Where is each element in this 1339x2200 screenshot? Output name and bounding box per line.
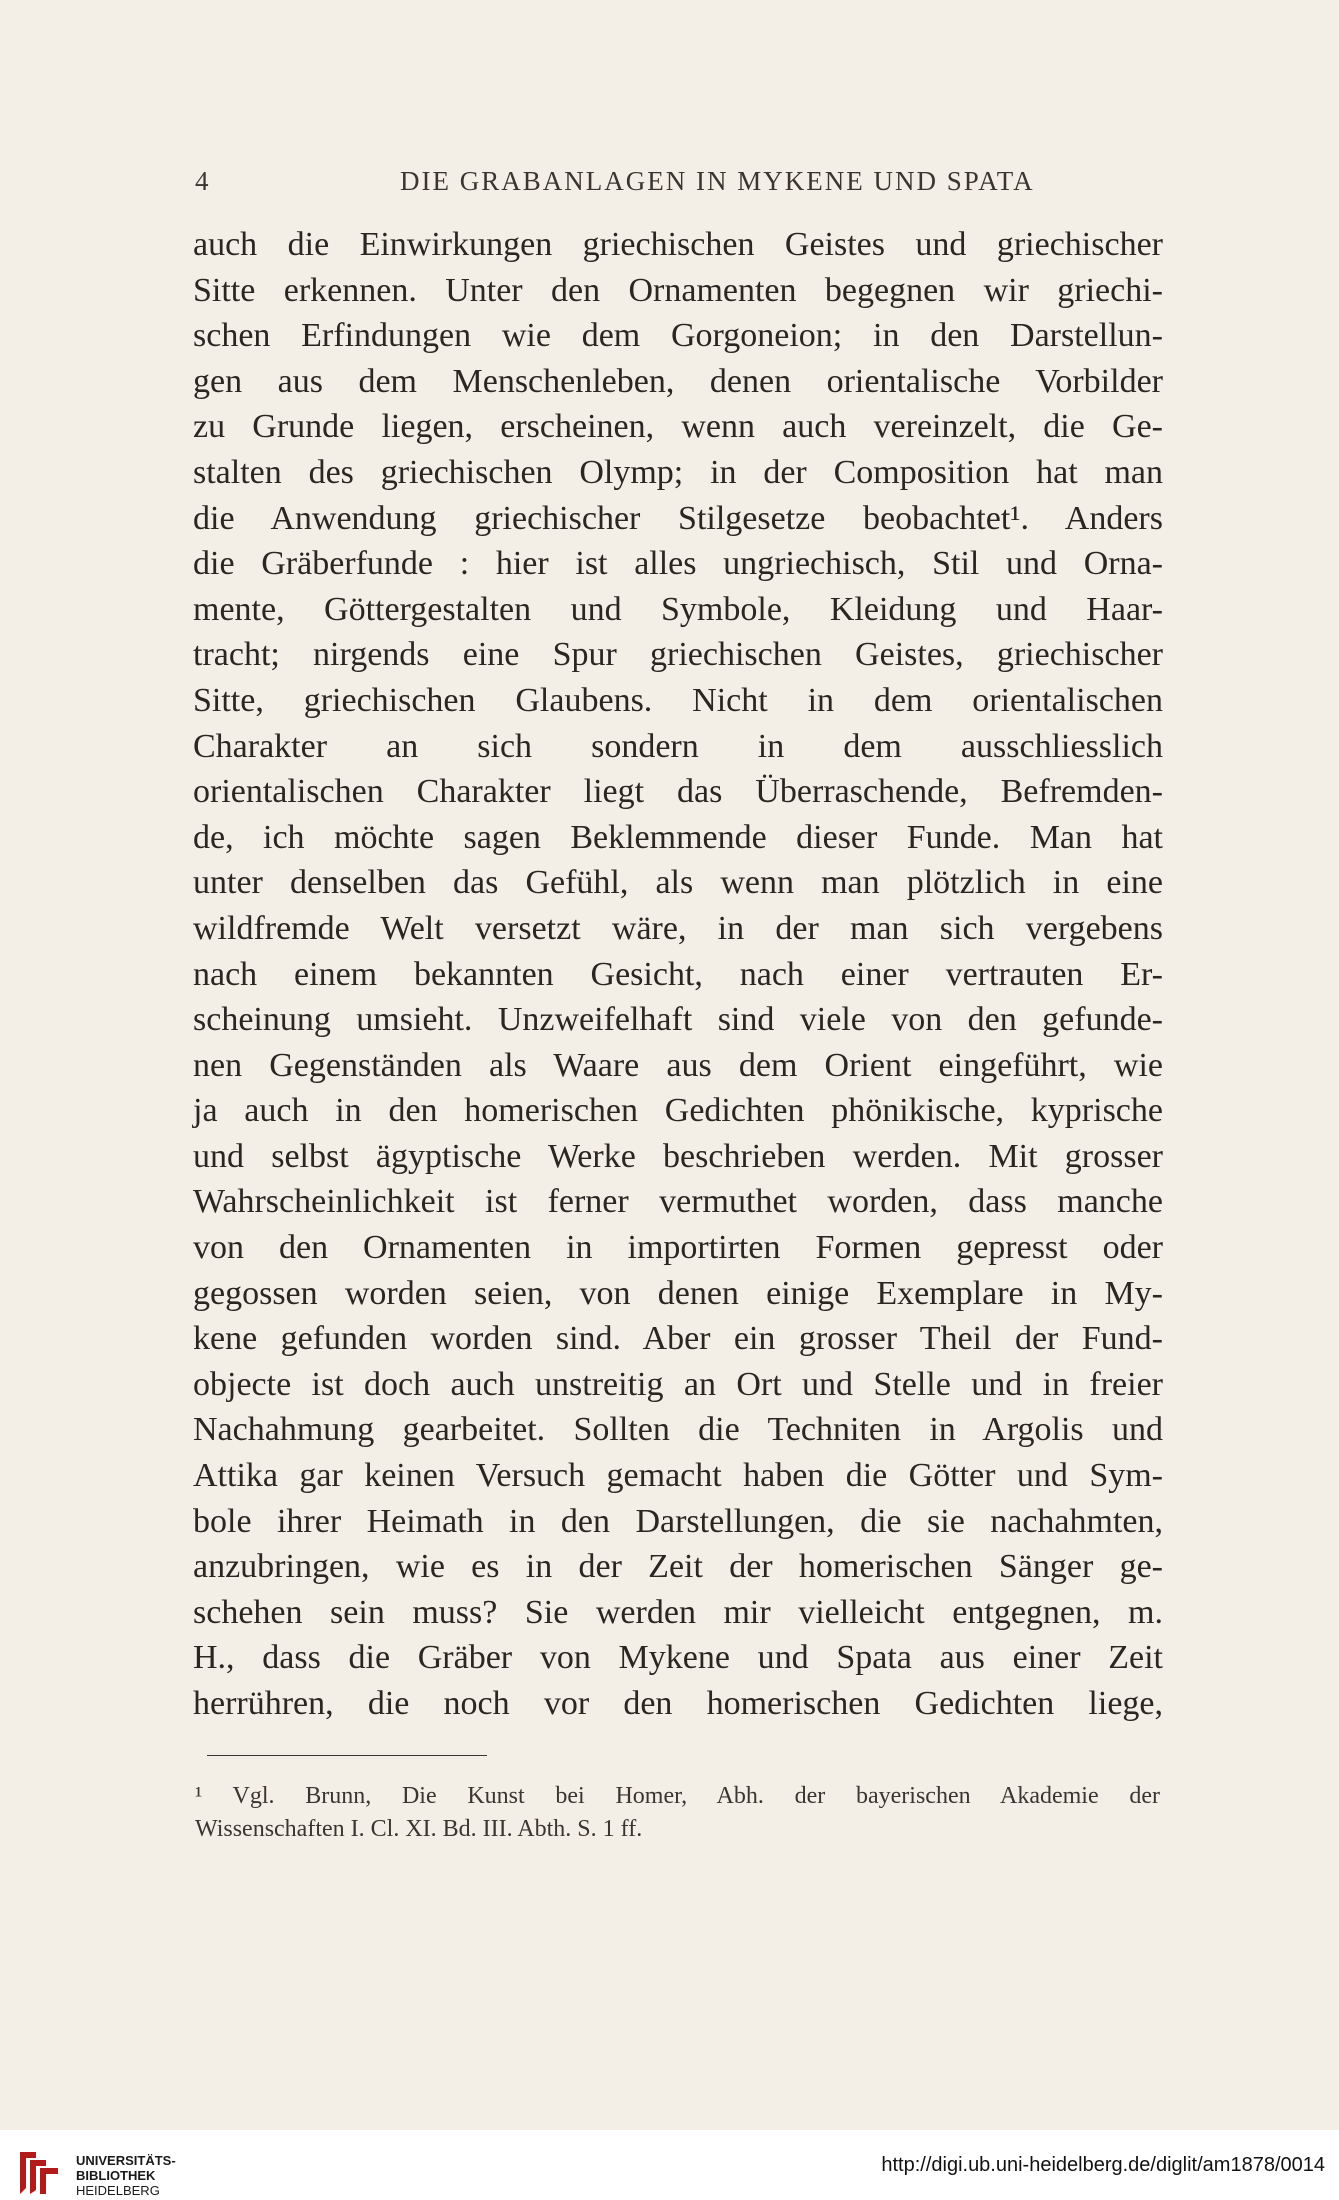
library-logo-icon[interactable]: [14, 2150, 64, 2196]
text-line: kene gefunden worden sind. Aber ein grosser Theil der Fund-: [193, 1320, 1163, 1358]
text-line: bole ihrer Heimath in den Darstellungen, die sie nachahmten,: [193, 1502, 1163, 1540]
text-line: unter denselben das Gefühl, als wenn man plötzlich in eine: [193, 864, 1163, 902]
text-line: schen Erfindungen wie dem Gorgoneion; in den Darstellun-: [193, 317, 1163, 355]
text-line: de, ich möchte sagen Beklemmende dieser Funde. Man hat: [193, 818, 1163, 856]
footnote: [195, 1780, 1160, 1846]
text-line: auch die Einwirkungen griechischen Geistes und griechischer: [193, 226, 1163, 263]
library-name-line: HEIDELBERG: [76, 2183, 160, 2198]
text-line: H., dass die Gräber von Mykene und Spata aus einer Zeit: [193, 1639, 1163, 1677]
source-url-link[interactable]: http://digi.ub.uni-heidelberg.de/diglit/am1878/0014: [881, 2154, 1325, 2176]
text-line: die Anwendung griechischer Stilgesetze beobachtet¹. Anders: [193, 499, 1163, 537]
text-line: Sitte erkennen. Unter den Ornamenten begegnen wir griechi-: [193, 271, 1163, 309]
library-name-line: UNIVERSITÄTS-: [76, 2153, 176, 2168]
text-line: stalten des griechischen Olymp; in der Composition hat man: [193, 453, 1163, 491]
page-number: 4: [195, 166, 210, 196]
body-text: [193, 222, 1163, 1727]
text-line: Sitte, griechischen Glaubens. Nicht in dem orientalischen: [193, 681, 1163, 719]
text-line: nen Gegenständen als Waare aus dem Orient eingeführt, wie: [193, 1046, 1163, 1084]
text-line: ja auch in den homerischen Gedichten phönikische, kyprische: [193, 1092, 1163, 1130]
text-line: Attika gar keinen Versuch gemacht haben die Götter und Sym-: [193, 1457, 1163, 1495]
text-line: Charakter an sich sondern in dem ausschliesslich: [193, 727, 1163, 765]
text-line: gen aus dem Menschenleben, denen orientalische Vorbilder: [193, 362, 1163, 400]
footnote-separator: [207, 1755, 487, 1756]
text-line: gegossen worden seien, von denen einige Exemplare in My-: [193, 1274, 1163, 1312]
text-line: Wahrscheinlichkeit ist ferner vermuthet worden, dass manche: [193, 1183, 1163, 1221]
text-line: und selbst ägyptische Werke beschrieben werden. Mit grosser: [193, 1137, 1163, 1175]
footnote-line: Wissenschaften I. Cl. XI. Bd. III. Abth. S. 1 ff.: [195, 1816, 643, 1842]
text-line: schehen sein muss? Sie werden mir vielleicht entgegnen, m.: [193, 1593, 1163, 1631]
text-line: objecte ist doch auch unstreitig an Ort und Stelle und in freier: [193, 1365, 1163, 1403]
footnote-line: ¹ Vgl. Brunn, Die Kunst bei Homer, Abh. der bayerischen Akademie der: [195, 1783, 1160, 1809]
text-line: herrühren, die noch vor den homerischen Gedichten liege,: [193, 1685, 1163, 1722]
text-line: mente, Göttergestalten und Symbole, Kleidung und Haar-: [193, 590, 1163, 628]
library-name: [76, 2153, 176, 2198]
text-line: von den Ornamenten in importirten Formen gepresst oder: [193, 1229, 1163, 1267]
text-line: orientalischen Charakter liegt das Überraschende, Befremden-: [193, 773, 1163, 811]
library-name-line: BIBLIOTHEK: [76, 2168, 156, 2183]
text-line: anzubringen, wie es in der Zeit der homerischen Sänger ge-: [193, 1548, 1163, 1586]
running-title: DIE GRABANLAGEN IN MYKENE UND SPATA: [400, 166, 1035, 196]
text-line: tracht; nirgends eine Spur griechischen Geistes, griechischer: [193, 636, 1163, 674]
text-line: wildfremde Welt versetzt wäre, in der man sich vergebens: [193, 909, 1163, 947]
text-line: Nachahmung gearbeitet. Sollten die Techniten in Argolis und: [193, 1411, 1163, 1449]
text-line: scheinung umsieht. Unzweifelhaft sind viele von den gefunde-: [193, 1001, 1163, 1039]
text-line: nach einem bekannten Gesicht, nach einer vertrauten Er-: [193, 955, 1163, 993]
text-line: zu Grunde liegen, erscheinen, wenn auch vereinzelt, die Ge-: [193, 408, 1163, 446]
text-line: die Gräberfunde : hier ist alles ungriechisch, Stil und Orna-: [193, 545, 1163, 583]
